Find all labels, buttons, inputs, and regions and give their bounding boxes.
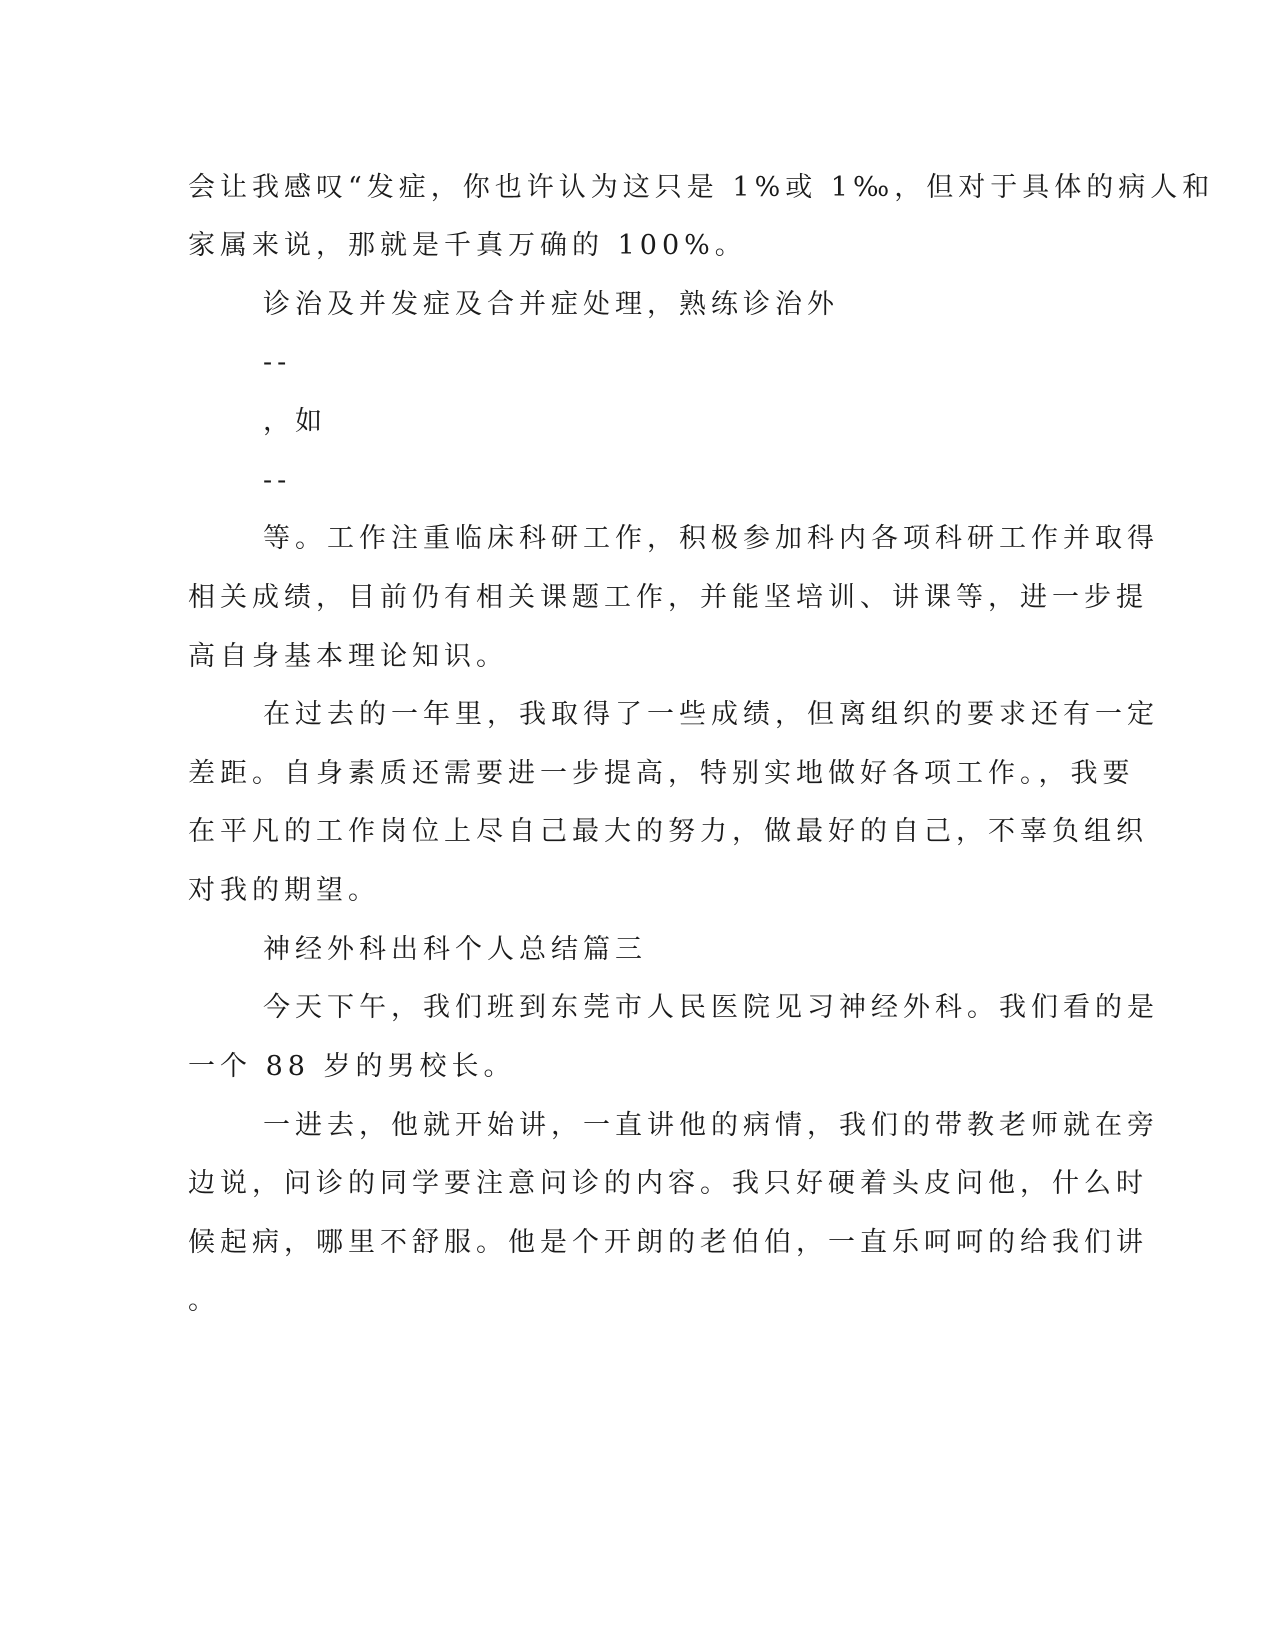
text-line: 今天下午，我们班到东莞市人民医院见习神经外科。我们看的是 [263, 992, 1159, 1023]
text-line: 边说，问诊的同学要注意问诊的内容。我只好硬着头皮问他，什么时 [188, 1168, 1148, 1199]
text-line: 会让我感叹“发症，你也许认为这只是 1%或 1‰，但对于具体的病人和 [188, 172, 1215, 203]
text-line: 一个 88 岁的男校长。 [188, 1051, 516, 1082]
text-line: -- [263, 347, 292, 378]
text-line: 对我的期望。 [188, 875, 380, 906]
text-line: 相关成绩，目前仍有相关课题工作，并能坚培训、讲课等，进一步提 [188, 582, 1148, 613]
text-line: 等。工作注重临床科研工作，积极参加科内各项科研工作并取得 [263, 523, 1159, 554]
text-line: 家属来说，那就是千真万确的 100%。 [188, 230, 747, 261]
text-line: 差距。自身素质还需要进一步提高，特别实地做好各项工作。，我要 [188, 758, 1135, 789]
section-heading: 神经外科出科个人总结篇三 [263, 934, 647, 965]
text-line: 高自身基本理论知识。 [188, 641, 508, 672]
text-line: ，如 [263, 406, 327, 437]
text-line: 一进去，他就开始讲，一直讲他的病情，我们的带教老师就在旁 [263, 1110, 1159, 1141]
text-line: 在平凡的工作岗位上尽自己最大的努力，做最好的自己，不辜负组织 [188, 816, 1148, 847]
text-line: 候起病，哪里不舒服。他是个开朗的老伯伯，一直乐呵呵的给我们讲 [188, 1227, 1148, 1258]
text-line: -- [263, 465, 292, 496]
text-line: 。 [188, 1285, 220, 1316]
text-line: 诊治及并发症及合并症处理，熟练诊治外 [263, 289, 839, 320]
text-line: 在过去的一年里，我取得了一些成绩，但离组织的要求还有一定 [263, 699, 1159, 730]
